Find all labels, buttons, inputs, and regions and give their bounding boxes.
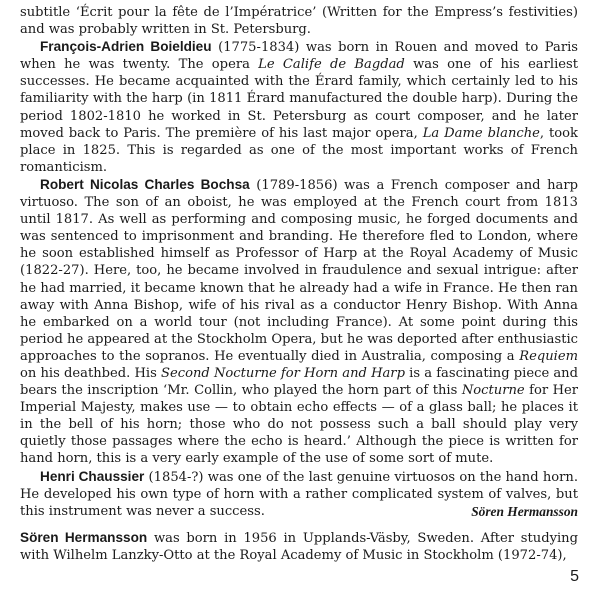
paragraph-text: (1854-?) was one of the last genuine virtuosos on the hand horn. He developed his own type of horn with a rather complicated system of valves, but this instrument was never a success.	[20, 469, 578, 519]
paragraph-text: was one of his earliest successes. He became acquainted with the Érard family, which certainly led to his familiarity with the harp (in 1811 Érard manufactured the double harp). During the period 1802-1810 he worked in St. Petersburg as court composer, and he later moved back to Paris. The première of his last major opera,	[20, 57, 578, 141]
paragraph-boieldieu	[20, 38, 578, 176]
paragraph-text: subtitle ‘Écrit pour la fête de l’Impératrice’ (Written for the Empress’s festivities) and was probably written in St. Petersburg.	[20, 5, 578, 38]
paragraph-continuation	[20, 4, 578, 38]
work-title: Second Nocturne for Horn and Harp	[161, 365, 405, 381]
work-title: Nocturne	[461, 383, 525, 399]
paragraph-text: (1789-1856) was a French composer and harp virtuoso. The son of an oboist, he was employed at the French court from 1813 until 1817. As well as performing and composing music, he forged documents and was sentenced to imprisonment and branding. He therefore fled to London, where he soon established himself as Professor of Harp at the Royal Academy of Music (1822-27). Here, too, he became involved in fraudulence and sexual intrigue: after he had married, it became known that he already had a wife in France. He then ran away with Anna Bishop, wife of his rival as a conductor Henry Bishop. With Anna he embarked on a world tour (not including France). At some point during this period he appeared at the Stockholm Opera, but he was deported after enthusiastic approaches to the sopranos. He eventually died in Australia, composing a	[20, 177, 578, 364]
composer-name: Henri Chaussier	[40, 468, 145, 484]
paragraph-bochsa	[20, 176, 578, 468]
paragraph-text: , took place in 1825. This is regarded as one of the most important works of French romanticism.	[20, 125, 578, 175]
performer-name: Sören Hermansson	[20, 529, 148, 545]
opera-title: Le Calife de Bagdad	[258, 57, 405, 73]
page-number: 5	[570, 568, 579, 585]
composer-name: François-Adrien Boieldieu	[40, 39, 212, 55]
work-title: Requiem	[519, 348, 578, 364]
paragraph-text: is a fascinating piece and bears the inscription ‘Mr. Collin, who played the horn part of this	[20, 365, 578, 399]
paragraph-bio	[20, 529, 578, 564]
document-page	[20, 4, 578, 564]
author-signature: Sören Hermansson	[471, 503, 578, 519]
composer-name: Robert Nicolas Charles Bochsa	[40, 176, 250, 192]
paragraph-text: for Her Imperial Majesty, makes use — to obtain echo effects — of a glass ball; he places it in the bell of his horn; those who do not possess such a ball should play very quietly those passages where the echo is heard.’ Although the piece is written for hand horn, this is a very early example of the use of some sort of mute.	[20, 383, 578, 467]
opera-title: La Dame blanche	[422, 125, 540, 141]
paragraph-text: (1775-1834) was born in Rouen and moved to Paris when he was twenty. The opera	[20, 40, 578, 73]
paragraph-text: on his deathbed. His	[20, 365, 162, 381]
paragraph-text: was born in 1956 in Upplands-Väsby, Sweden. After studying with Wilhelm Lanzky-Otto at the Royal Academy of Music in Stockholm (1972-74),	[20, 530, 578, 563]
